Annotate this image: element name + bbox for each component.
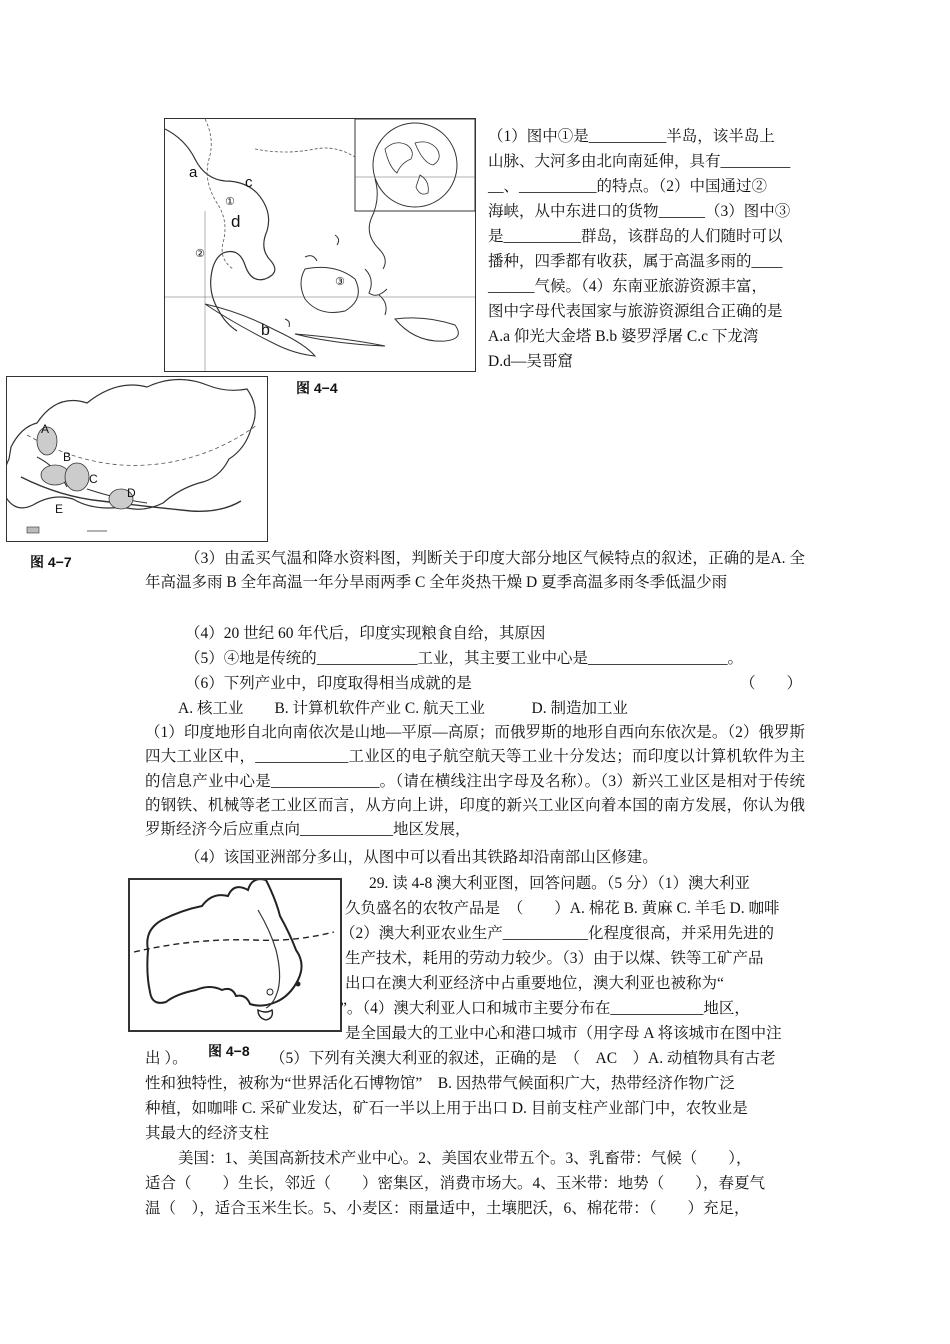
australia-question-line: （5）下列有关澳大利亚的叙述，正确的是 （ AC ）A. 动植物具有古老 xyxy=(270,1050,776,1067)
map-label-1: ① xyxy=(225,196,235,208)
figure-4-8-caption: 图 4−8 xyxy=(208,1043,250,1059)
sea-question-line: D.d—吴哥窟 xyxy=(488,353,573,370)
australia-map xyxy=(128,878,342,1032)
sea-question-line: 播种，四季都有收获，属于高温多雨的____ xyxy=(488,253,783,270)
australia-question-line: ”。（4）澳大利亚人口和城市主要分布在____________地区， xyxy=(340,1000,750,1017)
sea-question-line: （1）图中①是__________半岛，该半岛上 xyxy=(488,128,775,145)
usa-notes-line: 美国：1、美国高新技术产业中心。2、美国农业带五个。3、乳畜带：气候（ ）， xyxy=(178,1150,752,1167)
australia-question-line: 种植，如咖啡 C. 采矿业发达，矿石一半以上用于出口 D. 目前支柱产业部门中，农牧业是 xyxy=(145,1100,748,1117)
sea-question-line: 是__________群岛，该群岛的人们随时可以 xyxy=(488,228,783,245)
southeast-asia-map xyxy=(164,118,476,372)
southeast-asia-map-drawing xyxy=(165,119,475,371)
india-q3: （3）由孟买气温和降水资料图，判断关于印度大部分地区气候特点的叙述，正确的是A. 全年高温多雨 B 全年高温一年分旱雨两季 C 全年炎热干燥 D 夏季高温多雨冬季低温少雨 xyxy=(145,550,805,592)
russia-map-drawing xyxy=(7,377,267,541)
map-label-2: ② xyxy=(195,248,205,260)
figure-4-4-caption: 图 4−4 xyxy=(296,380,338,396)
sea-question-line: 海峡，从中东进口的货物______（3）图中③ xyxy=(488,203,791,220)
map-label-E: E xyxy=(55,502,64,516)
map-label-C: C xyxy=(89,472,98,486)
russia-q-body: （1）印度地形自北向南依次是山地—平原—高原；而俄罗斯的地形自西向东依次是。（2）俄罗斯四大工业区中，____________工业区的电子航空航天等工业十分发达；而印度以计算机软件为主的信息产业中心是______________。（请在横线注出字母及名称）。（3）新兴工业区是相对于传统的钢铁、机械等老工业区而言，从方向上讲，印度的新兴工业区向着本国的南方发展，你认为俄罗斯经济今后应重点向____________地区发展， xyxy=(145,724,805,839)
australia-question-line: 出口在澳大利亚经济中占重要地位，澳大利亚也被称为“ xyxy=(345,975,724,992)
australia-question-line: 其最大的经济支柱 xyxy=(145,1125,270,1142)
australia-question-line: 生产技术，耗用的劳动力较少。（3）由于以煤、铁等工矿产品 xyxy=(345,950,764,967)
map-label-b: b xyxy=(261,322,270,339)
figure-4-7-caption: 图 4−7 xyxy=(30,554,72,570)
russia-map xyxy=(6,376,268,542)
usa-notes-line: 适合（ ）生长，邻近（ ）密集区，消费市场大。4、玉米带：地势（ ），春夏气 xyxy=(145,1175,766,1192)
sea-question-line: A.a 仰光大金塔 B.b 婆罗浮屠 C.c 下龙湾 xyxy=(488,328,759,345)
australia-question-line: 是全国最大的工业中心和港口城市（用字母 A 将该城市在图中注 xyxy=(345,1025,782,1042)
india-q5: （5）④地是传统的_____________工业，其主要工业中心是__________________。 xyxy=(185,650,744,667)
russia-q4: （4）该国亚洲部分多山，从图中可以看出其铁路却沿南部山区修建。 xyxy=(185,849,658,866)
map-label-3: ③ xyxy=(335,276,345,288)
map-label-a: a xyxy=(189,164,198,181)
australia-question-line: 久负盛名的农牧产品是 （ ）A. 棉花 B. 黄麻 C. 羊毛 D. 咖啡 xyxy=(345,900,780,917)
australia-question-line: 性和独特性，被称为“世界活化石博物馆” B. 因热带气候面积广大，热带经济作物广泛 xyxy=(145,1075,735,1092)
sea-question-line: 图中字母代表国家与旅游资源组合正确的是 xyxy=(488,303,783,320)
india-q6-answer-bracket: （ ） xyxy=(740,675,803,692)
australia-question-line: （2）澳大利亚农业生产___________化程度很高，并采用先进的 xyxy=(340,925,775,942)
usa-notes-line: 温（ ），适合玉米生长。5、小麦区：雨量适中，土壤肥沃，6、棉花带：（ ）充足， xyxy=(145,1200,750,1217)
map-label-D: D xyxy=(127,486,136,500)
map-label-c: c xyxy=(245,174,253,191)
india-q6-options: A. 核工业 B. 计算机软件产业 C. 航天工业 D. 制造加工业 xyxy=(178,700,628,717)
map-label-B: B xyxy=(63,450,72,464)
australia-question-line: 出 ）。 xyxy=(145,1050,188,1067)
australia-map-drawing xyxy=(130,880,336,1026)
india-q4: （4）20 世纪 60 年代后，印度实现粮食自给，其原因 xyxy=(185,625,546,642)
sea-question-line: 山脉、大河多由北向南延伸，具有_________ xyxy=(488,153,791,170)
map-label-A: A xyxy=(41,422,50,436)
australia-question-line: 29. 读 4-8 澳大利亚图，回答问题。（5 分）（1）澳大利亚 xyxy=(369,875,751,892)
map-label-d: d xyxy=(231,212,241,231)
india-q6: （6）下列产业中，印度取得相当成就的是 xyxy=(185,675,472,692)
sea-question-line: __、__________的特点。（2）中国通过② xyxy=(488,178,768,195)
sea-question-line: ______气候。（4）东南亚旅游资源丰富， xyxy=(488,278,768,295)
